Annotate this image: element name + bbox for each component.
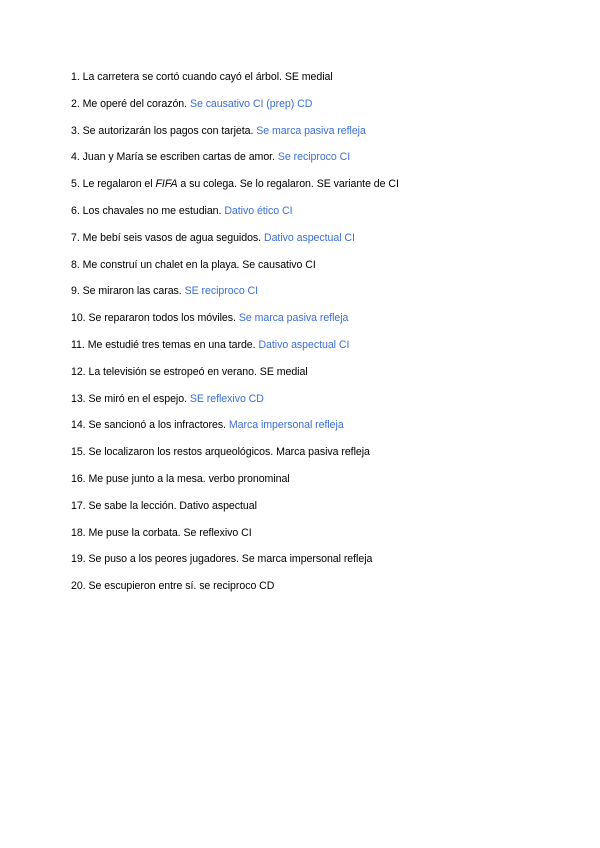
list-item xyxy=(71,311,571,338)
item-sentence: Se miró en el espejo. xyxy=(88,392,187,405)
item-answer: SE variante de CI xyxy=(316,178,399,191)
item-number: 1. xyxy=(71,71,80,83)
list-item xyxy=(71,579,571,606)
list-item xyxy=(71,445,571,472)
item-answer: Se reflexivo CI xyxy=(183,526,252,539)
item-sentence: Me puse junto a la mesa. xyxy=(88,472,206,485)
item-number: 4. xyxy=(71,151,80,164)
item-sentence: Me estudié tres temas en una tarde. xyxy=(87,338,256,351)
item-answer: SE medial xyxy=(284,71,333,83)
item-sentence-emphasis: FIFA xyxy=(155,178,178,191)
list-item xyxy=(71,365,571,392)
item-answer: SE reciproco CI xyxy=(184,285,259,298)
item-answer: Dativo aspectual xyxy=(179,499,257,512)
item-answer: Dativo aspectual CI xyxy=(263,231,355,244)
item-number: 2. xyxy=(71,97,80,110)
item-number: 15. xyxy=(71,446,86,459)
item-answer: Dativo ético CI xyxy=(224,204,293,217)
list-item xyxy=(71,472,571,499)
list-item xyxy=(71,231,571,258)
list-item xyxy=(71,150,571,177)
item-number: 13. xyxy=(71,392,86,405)
item-number: 20. xyxy=(71,580,86,593)
item-number: 6. xyxy=(71,204,80,217)
item-number: 12. xyxy=(71,365,86,378)
item-sentence-pre: Le regalaron el xyxy=(82,178,153,191)
item-answer: SE medial xyxy=(259,365,308,378)
item-sentence: Se autorizarán los pagos con tarjeta. xyxy=(82,124,254,137)
item-answer: Se marca pasiva refleja xyxy=(238,312,349,325)
item-sentence: Me operé del corazón. xyxy=(82,97,188,110)
item-answer: Se causativo CI xyxy=(242,258,316,271)
list-item xyxy=(71,392,571,419)
item-sentence: Se sabe la lección. xyxy=(88,499,177,512)
item-answer: Se reciproco CI xyxy=(277,151,351,164)
item-number: 19. xyxy=(71,553,86,566)
list-item xyxy=(71,418,571,445)
item-sentence-post: a su colega. Se lo regalaron. xyxy=(180,178,314,191)
item-answer: Dativo aspectual CI xyxy=(258,338,350,351)
item-sentence: Los chavales no me estudian. xyxy=(82,204,222,217)
list-item xyxy=(71,284,571,311)
item-sentence: Se localizaron los restos arqueológicos. xyxy=(88,446,274,459)
item-number: 8. xyxy=(71,258,80,271)
item-number: 16. xyxy=(71,472,86,485)
item-number: 10. xyxy=(71,312,86,325)
item-sentence: Se miraron las caras. xyxy=(82,285,182,298)
item-number: 7. xyxy=(71,231,80,244)
list-item xyxy=(71,177,571,204)
item-sentence: Juan y María se escriben cartas de amor. xyxy=(82,151,275,164)
item-sentence: Se repararon todos los móviles. xyxy=(88,312,236,325)
item-answer: Se marca pasiva refleja xyxy=(256,124,366,137)
item-number: 17. xyxy=(71,499,86,512)
list-item xyxy=(71,552,571,579)
item-answer: se reciproco CD xyxy=(199,580,275,593)
item-answer: Se marca impersonal refleja xyxy=(241,553,373,566)
item-number: 18. xyxy=(71,526,86,539)
item-sentence: La carretera se cortó cuando cayó el árbol. xyxy=(82,71,282,83)
item-answer: Marca impersonal refleja xyxy=(228,419,344,432)
item-sentence: Se sancionó a los infractores. xyxy=(88,419,226,432)
item-answer: SE reflexivo CD xyxy=(189,392,264,405)
item-sentence: Se escupieron entre sí. xyxy=(88,580,197,593)
item-sentence: Me bebí seis vasos de agua seguidos. xyxy=(82,231,262,244)
item-number: 9. xyxy=(71,285,80,298)
list-item xyxy=(71,97,571,124)
item-answer: Se causativo CI (prep) CD xyxy=(189,97,313,110)
list-item xyxy=(71,499,571,526)
list-item xyxy=(71,338,571,365)
list-item xyxy=(71,258,571,285)
item-number: 11. xyxy=(71,338,85,351)
item-sentence: La televisión se estropeó en verano. xyxy=(88,365,257,378)
item-sentence: Se puso a los peores jugadores. xyxy=(88,553,239,566)
item-number: 3. xyxy=(71,124,80,137)
exercise-list xyxy=(71,70,571,606)
item-answer: Marca pasiva refleja xyxy=(276,446,370,459)
item-sentence: Me puse la corbata. xyxy=(88,526,181,539)
list-item xyxy=(71,204,571,231)
list-item xyxy=(71,70,571,97)
list-item xyxy=(71,526,571,553)
item-sentence: Me construí un chalet en la playa. xyxy=(82,258,240,271)
list-item xyxy=(71,124,571,151)
item-number: 14. xyxy=(71,419,86,432)
item-number: 5. xyxy=(71,178,80,191)
item-answer: verbo pronominal xyxy=(208,472,290,485)
